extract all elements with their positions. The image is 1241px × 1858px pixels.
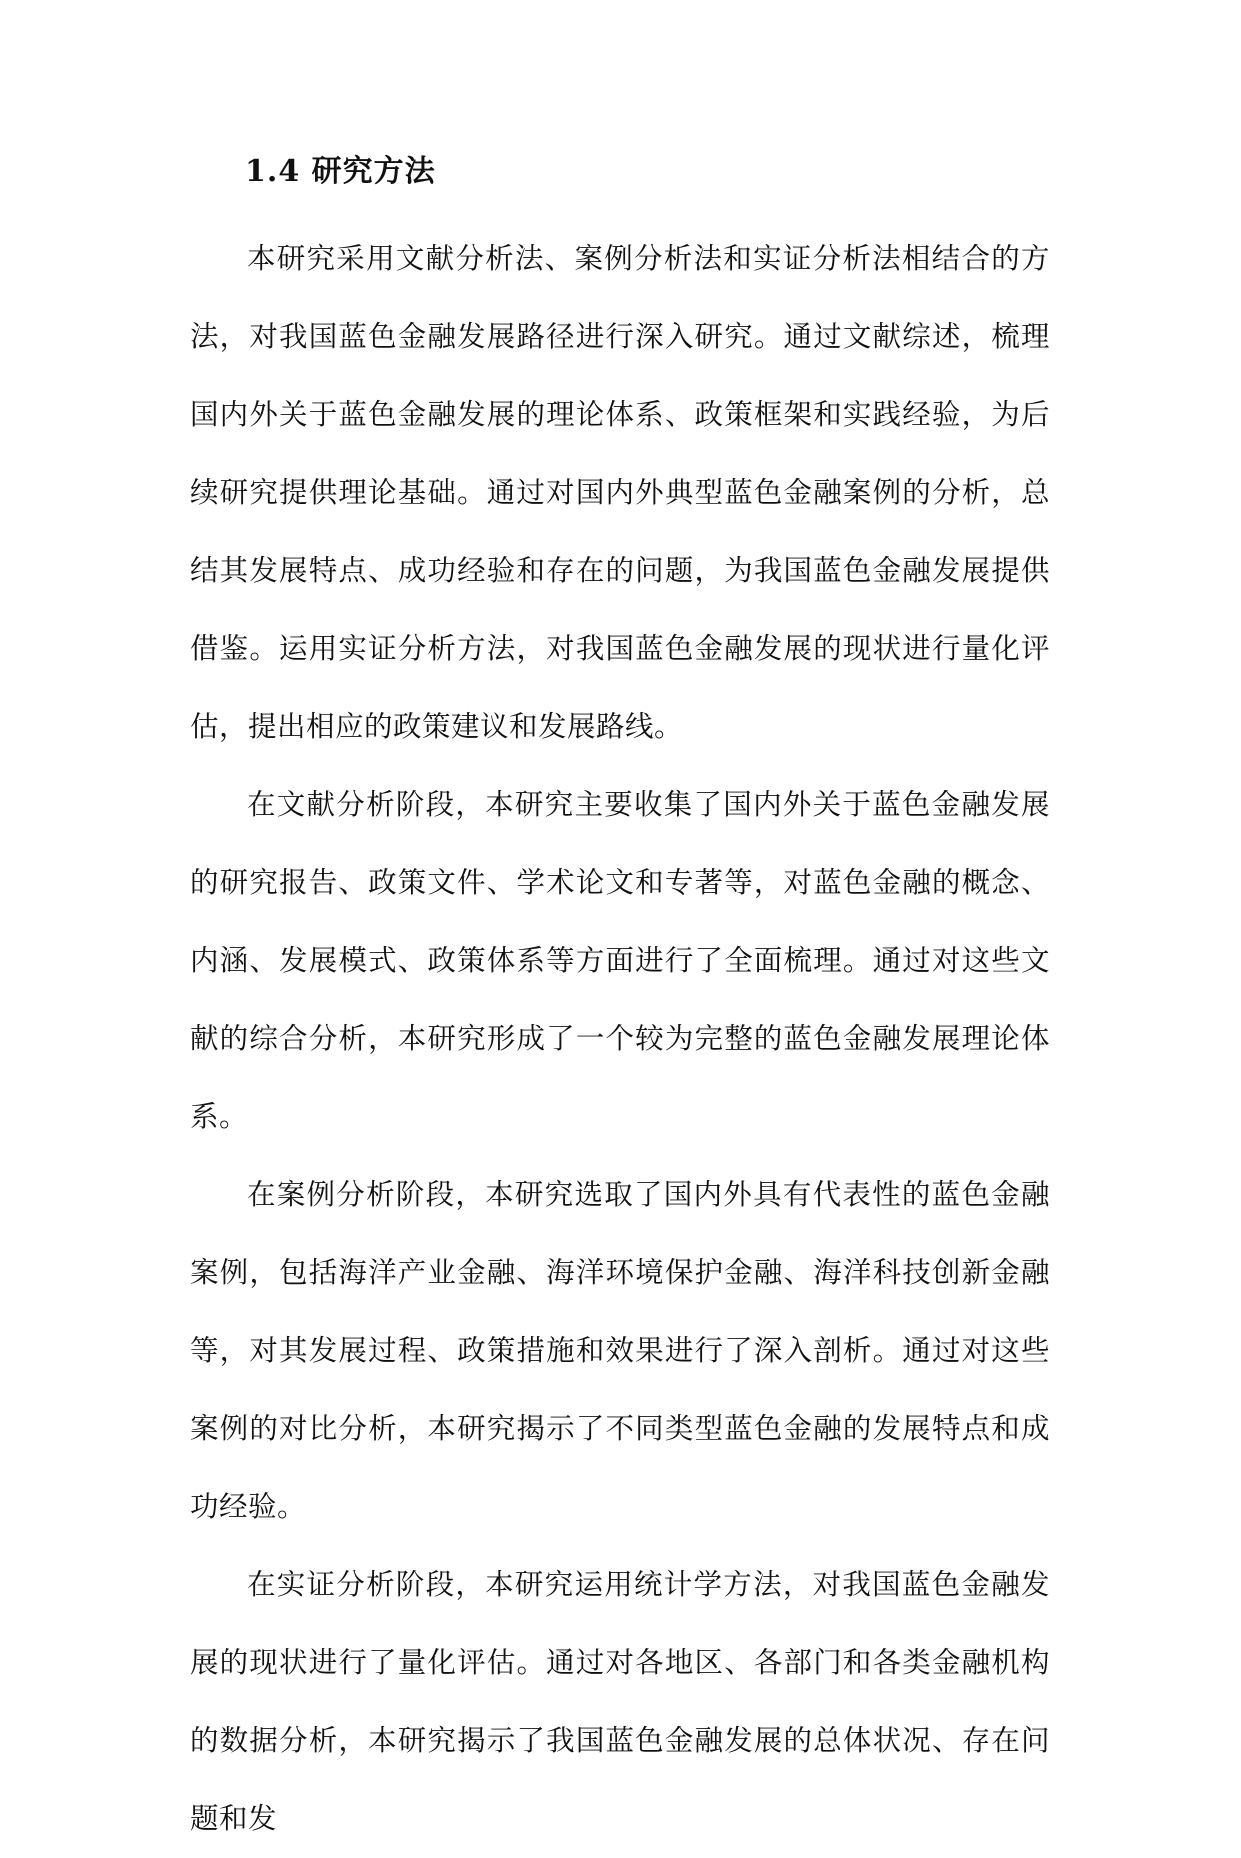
paragraph-research-methods-overview: 本研究采用文献分析法、案例分析法和实证分析法相结合的方法，对我国蓝色金融发展路径进行深入研究。通过文献综述，梳理国内外关于蓝色金融发展的理论体系、政策框架和实践经验，为后续研究提供理论基础。通过对国内外典型蓝色金融案例的分析，总结其发展特点、成功经验和存在的问题，为我国蓝色金融发展提供借鉴。运用实证分析方法，对我国蓝色金融发展的现状进行量化评估，提出相应的政策建议和发展路线。 [190,242,1050,743]
paragraph-literature-analysis: 在文献分析阶段，本研究主要收集了国内外关于蓝色金融发展的研究报告、政策文件、学术论文和专著等，对蓝色金融的概念、内涵、发展模式、政策体系等方面进行了全面梳理。通过对这些文献的综合分析，本研究形成了一个较为完整的蓝色金融发展理论体系。 [190,788,1050,1133]
paragraph-case-analysis: 在案例分析阶段，本研究选取了国内外具有代表性的蓝色金融案例，包括海洋产业金融、海洋环境保护金融、海洋科技创新金融等，对其发展过程、政策措施和效果进行了深入剖析。通过对这些案例的对比分析，本研究揭示了不同类型蓝色金融的发展特点和成功经验。 [190,1178,1050,1523]
paragraph-empirical-analysis: 在实证分析阶段，本研究运用统计学方法，对我国蓝色金融发展的现状进行了量化评估。通过对各地区、各部门和各类金融机构的数据分析，本研究揭示了我国蓝色金融发展的总体状况、存在问题和发 [190,1568,1050,1835]
body-text [190,220,1050,1858]
section-heading: 1.4 研究方法 [245,154,436,189]
